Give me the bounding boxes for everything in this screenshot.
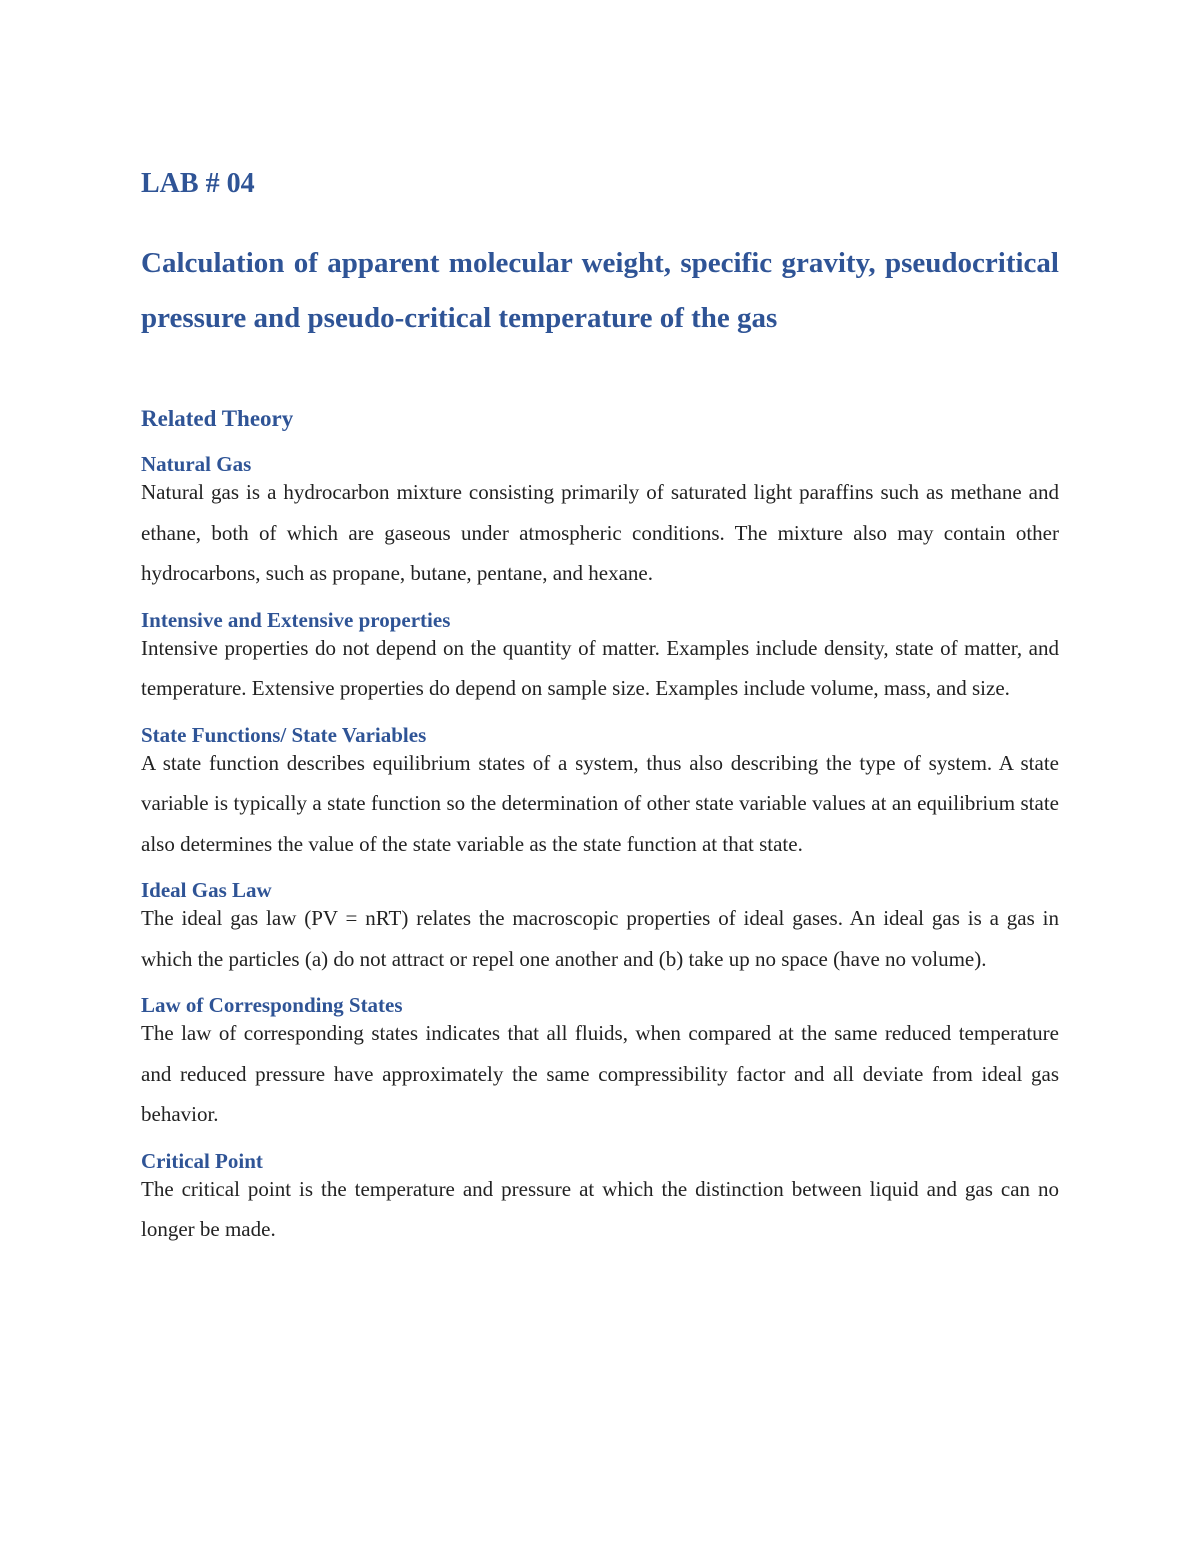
- topic-body: A state function describes equilibrium states of a system, thus also describing the type of system. A state variable is typically a state function so the determination of other state variable values at an equilibrium state also determines the value of the state variable as the state function at that state.: [141, 750, 1059, 856]
- topic-heading: Law of Corresponding States: [141, 993, 403, 1017]
- topic-body: Intensive properties do not depend on the quantity of matter. Examples include density, state of matter, and temperature. Extensive properties do depend on sample size. Examples include volume, mass, and size.: [141, 635, 1059, 700]
- topic-body: Natural gas is a hydrocarbon mixture consisting primarily of saturated light paraffins such as methane and ethane, both of which are gaseous under atmospheric conditions. The mixture also may contain other hydrocarbons, such as propane, butane, pentane, and hexane.: [141, 480, 1059, 585]
- topic-body: The ideal gas law (PV = nRT) relates the macroscopic properties of ideal gases. An ideal gas is a gas in which the particles (a) do not attract or repel one another and (b) take up no space (have no volume).: [141, 906, 1059, 971]
- topic-critical-point: [141, 1147, 1059, 1250]
- topic-heading: Natural Gas: [141, 452, 252, 476]
- section-heading-related-theory: Related Theory: [141, 406, 294, 431]
- topic-heading: Intensive and Extensive properties: [141, 607, 451, 632]
- lab-number: LAB # 04: [141, 168, 255, 199]
- document-title: Calculation of apparent molecular weight, specific gravity, pseudocritical pressure and pseudo-critical temperature of the gas: [141, 247, 1059, 334]
- topic-law-of-corresponding-states: [141, 991, 1059, 1135]
- topic-heading: Critical Point: [141, 1148, 263, 1173]
- topic-body: The law of corresponding states indicates that all fluids, when compared at the same reduced temperature and reduced pressure have approximately the same compressibility factor and all deviate from ideal gas behavior.: [141, 1021, 1059, 1126]
- topic-state-functions: [141, 721, 1059, 865]
- topic-intensive-extensive-properties: [141, 606, 1059, 709]
- topic-body: The critical point is the temperature and pressure at which the distinction between liquid and gas can no longer be made.: [141, 1176, 1059, 1241]
- document-page: [141, 160, 1059, 1262]
- topic-heading: State Functions/ State Variables: [141, 722, 427, 747]
- topic-ideal-gas-law: [141, 876, 1059, 979]
- topic-natural-gas: [141, 450, 1059, 594]
- topic-heading: Ideal Gas Law: [141, 878, 272, 902]
